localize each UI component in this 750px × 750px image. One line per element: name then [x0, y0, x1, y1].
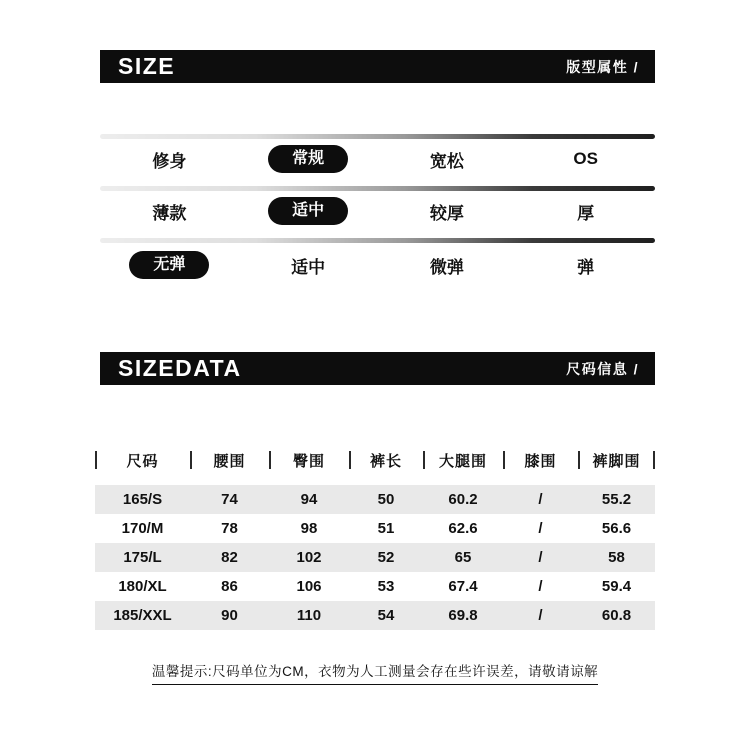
option-label: 厚: [577, 203, 595, 223]
table-cell: 78: [221, 520, 238, 537]
table-row: [95, 514, 655, 543]
column-header: 裤长: [349, 450, 423, 471]
table-cell: /: [538, 549, 543, 566]
column-header: 大腿围: [423, 450, 503, 471]
gradient-divider: [100, 186, 655, 191]
table-cell: 55.2: [601, 491, 632, 508]
table-cell: 54: [377, 607, 395, 624]
table-cell: 106: [296, 578, 322, 595]
table-cell: 50: [377, 491, 395, 508]
table-row: [95, 572, 655, 601]
table-cell: /: [538, 607, 543, 624]
table-cell: 52: [377, 549, 395, 566]
table-cell: 86: [221, 578, 238, 595]
table-cell: 94: [300, 491, 318, 508]
table-cell: 62.6: [448, 520, 478, 537]
option-label: 修身: [152, 151, 187, 171]
size-table-body: [95, 485, 655, 630]
fit-attribute-row: [100, 249, 655, 281]
size-section-subtitle: 版型属性 /: [566, 58, 639, 75]
table-cell: 185/XXL: [113, 607, 172, 624]
table-cell: 110: [296, 607, 322, 624]
sizedata-section-subtitle: 尺码信息 /: [566, 360, 639, 377]
selected-option-pill: 适中: [268, 197, 348, 225]
table-cell: 60.2: [448, 491, 478, 508]
fit-attribute-row: [100, 143, 655, 175]
option-label: OS: [573, 149, 598, 168]
size-table: [95, 448, 655, 630]
table-row: [95, 485, 655, 514]
table-cell: /: [538, 578, 543, 595]
table-cell: 65: [454, 549, 472, 566]
table-cell: 60.8: [601, 607, 632, 624]
sizedata-section-title: SIZEDATA: [118, 355, 242, 381]
selected-option-pill: 无弹: [129, 251, 209, 279]
table-cell: 90: [221, 607, 238, 624]
table-cell: 58: [608, 549, 625, 566]
table-cell: 51: [377, 520, 395, 537]
table-cell: 74: [221, 491, 238, 508]
table-cell: /: [538, 520, 543, 537]
table-cell: 180/XL: [118, 578, 167, 595]
footer-note-container: [0, 660, 750, 685]
table-cell: 67.4: [448, 578, 478, 595]
gradient-divider: [100, 238, 655, 243]
footer-note: 温馨提示:尺码单位为CM，衣物为人工测量会存在些许误差，请敬请谅解: [152, 660, 598, 685]
table-cell: 59.4: [601, 578, 632, 595]
option-label: 宽松: [429, 151, 464, 171]
size-table-header-row: [95, 448, 655, 472]
gradient-divider: [100, 134, 655, 139]
table-cell: 53: [377, 578, 395, 595]
option-label: 较厚: [429, 203, 464, 223]
table-cell: 98: [300, 520, 318, 537]
table-row: [95, 543, 655, 572]
selected-option-pill: 常规: [268, 145, 348, 173]
option-label: 微弹: [429, 257, 464, 277]
fit-attribute-row: [100, 195, 655, 227]
table-cell: 165/S: [122, 491, 163, 508]
option-label: 弹: [577, 257, 595, 277]
table-cell: /: [538, 491, 543, 508]
table-cell: 175/L: [123, 549, 162, 566]
table-cell: 82: [221, 549, 238, 566]
column-header: 腰围: [190, 450, 269, 471]
column-header: 裤脚围: [578, 450, 655, 471]
table-cell: 69.8: [448, 607, 478, 624]
sizedata-section-header: [100, 352, 655, 385]
option-label: 薄款: [152, 203, 187, 223]
size-section-header: [100, 50, 655, 83]
column-header: 尺码: [95, 450, 190, 471]
column-header: 膝围: [503, 450, 578, 471]
table-row: [95, 601, 655, 630]
table-cell: 170/M: [121, 520, 164, 537]
table-cell: 56.6: [601, 520, 632, 537]
option-label: 适中: [291, 257, 326, 277]
column-header: 臀围: [269, 450, 349, 471]
table-cell: 102: [296, 549, 322, 566]
size-section-title: SIZE: [118, 53, 176, 79]
